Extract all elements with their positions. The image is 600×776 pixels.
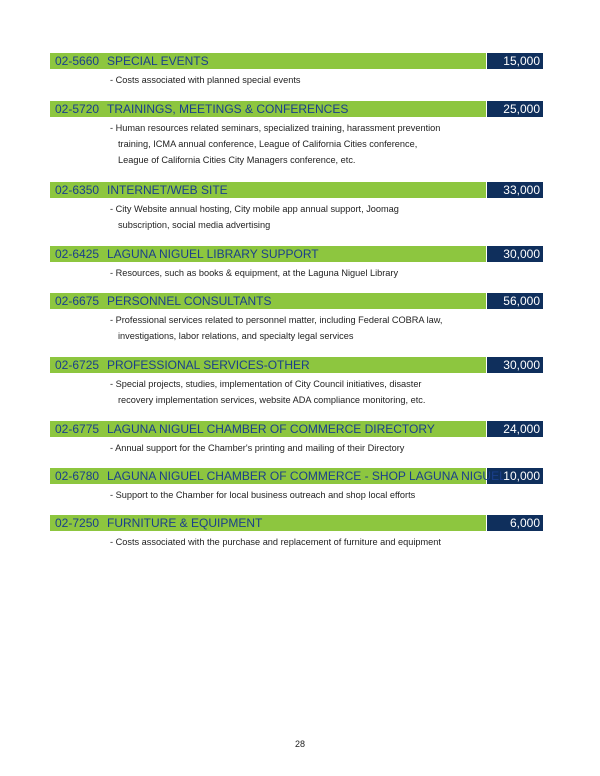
description-line: - City Website annual hosting, City mobile app annual support, Joomag [110, 204, 399, 214]
account-amount: 30,000 [503, 247, 540, 261]
account-description [110, 120, 543, 168]
account-title: PROFESSIONAL SERVICES-OTHER [107, 358, 310, 372]
account-description [110, 376, 543, 408]
account-entry-6780 [50, 468, 543, 503]
description-line: - Resources, such as books & equipment, at the Laguna Niguel Library [110, 268, 399, 278]
account-amount: 15,000 [503, 54, 540, 68]
account-amount: 56,000 [503, 294, 540, 308]
account-title: PERSONNEL CONSULTANTS [107, 294, 272, 308]
account-code: 02-6675 [55, 294, 100, 308]
account-header-bar [50, 421, 543, 437]
account-description [110, 265, 543, 281]
account-header-bar [50, 53, 543, 69]
account-code: 02-6780 [55, 469, 100, 483]
description-line: recovery implementation services, website ADA compliance monitoring, etc. [118, 395, 426, 405]
page-number: 28 [294, 739, 305, 749]
description-line: - Professional services related to personnel matter, including Federal COBRA law, [110, 315, 443, 325]
account-header-bar [50, 468, 543, 484]
account-code: 02-5660 [55, 54, 100, 68]
account-header-bar [50, 101, 543, 117]
account-amount: 33,000 [503, 183, 540, 197]
description-line: investigations, labor relations, and specialty legal services [118, 331, 354, 341]
account-code: 02-6425 [55, 247, 100, 261]
description-line: - Costs associated with planned special events [110, 75, 301, 85]
account-title: LAGUNA NIGUEL LIBRARY SUPPORT [107, 247, 319, 261]
account-header-bar [50, 515, 543, 531]
account-title: SPECIAL EVENTS [107, 54, 209, 68]
account-amount: 6,000 [509, 516, 540, 530]
account-entry-5720 [50, 101, 543, 168]
account-title: FURNITURE & EQUIPMENT [107, 516, 263, 530]
description-line: League of California Cities City Managers conference, etc. [118, 155, 356, 165]
account-entry-6725 [50, 357, 543, 408]
account-amount: 24,000 [503, 422, 540, 436]
account-header-bar [50, 182, 543, 198]
account-description [110, 534, 543, 550]
account-description [110, 312, 543, 344]
account-description [110, 72, 543, 88]
account-amount: 25,000 [503, 102, 540, 116]
description-line: - Human resources related seminars, specialized training, harassment prevention [110, 123, 441, 133]
account-code: 02-6350 [55, 183, 100, 197]
account-amount: 10,000 [503, 469, 540, 483]
account-code: 02-7250 [55, 516, 100, 530]
account-description [110, 487, 543, 503]
description-line: - Costs associated with the purchase and replacement of furniture and equipment [110, 537, 441, 547]
description-line: - Support to the Chamber for local business outreach and shop local efforts [110, 490, 416, 500]
account-code: 02-6775 [55, 422, 100, 436]
account-entry-6425 [50, 246, 543, 281]
account-header-bar [50, 246, 543, 262]
account-title: TRAININGS, MEETINGS & CONFERENCES [107, 102, 349, 116]
account-code: 02-6725 [55, 358, 100, 372]
account-header-bar [50, 293, 543, 309]
description-line: subscription, social media advertising [118, 220, 271, 230]
description-line: training, ICMA annual conference, League of California Cities conference, [118, 139, 418, 149]
description-line: - Annual support for the Chamber's printing and mailing of their Directory [110, 443, 405, 453]
account-entry-6775 [50, 421, 543, 456]
account-description [110, 440, 543, 456]
description-line: - Special projects, studies, implementation of City Council initiatives, disaster [110, 379, 422, 389]
account-amount: 30,000 [503, 358, 540, 372]
account-code: 02-5720 [55, 102, 100, 116]
account-entry-5660 [50, 53, 543, 88]
account-title: INTERNET/WEB SITE [107, 183, 228, 197]
account-header-bar [50, 357, 543, 373]
account-entry-6675 [50, 293, 543, 344]
account-entry-7250 [50, 515, 543, 550]
account-title: LAGUNA NIGUEL CHAMBER OF COMMERCE DIRECTORY [107, 422, 435, 436]
account-title: LAGUNA NIGUEL CHAMBER OF COMMERCE - SHOP LAGUNA NIGUEL [107, 469, 506, 483]
account-entry-6350 [50, 182, 543, 233]
account-description [110, 201, 543, 233]
